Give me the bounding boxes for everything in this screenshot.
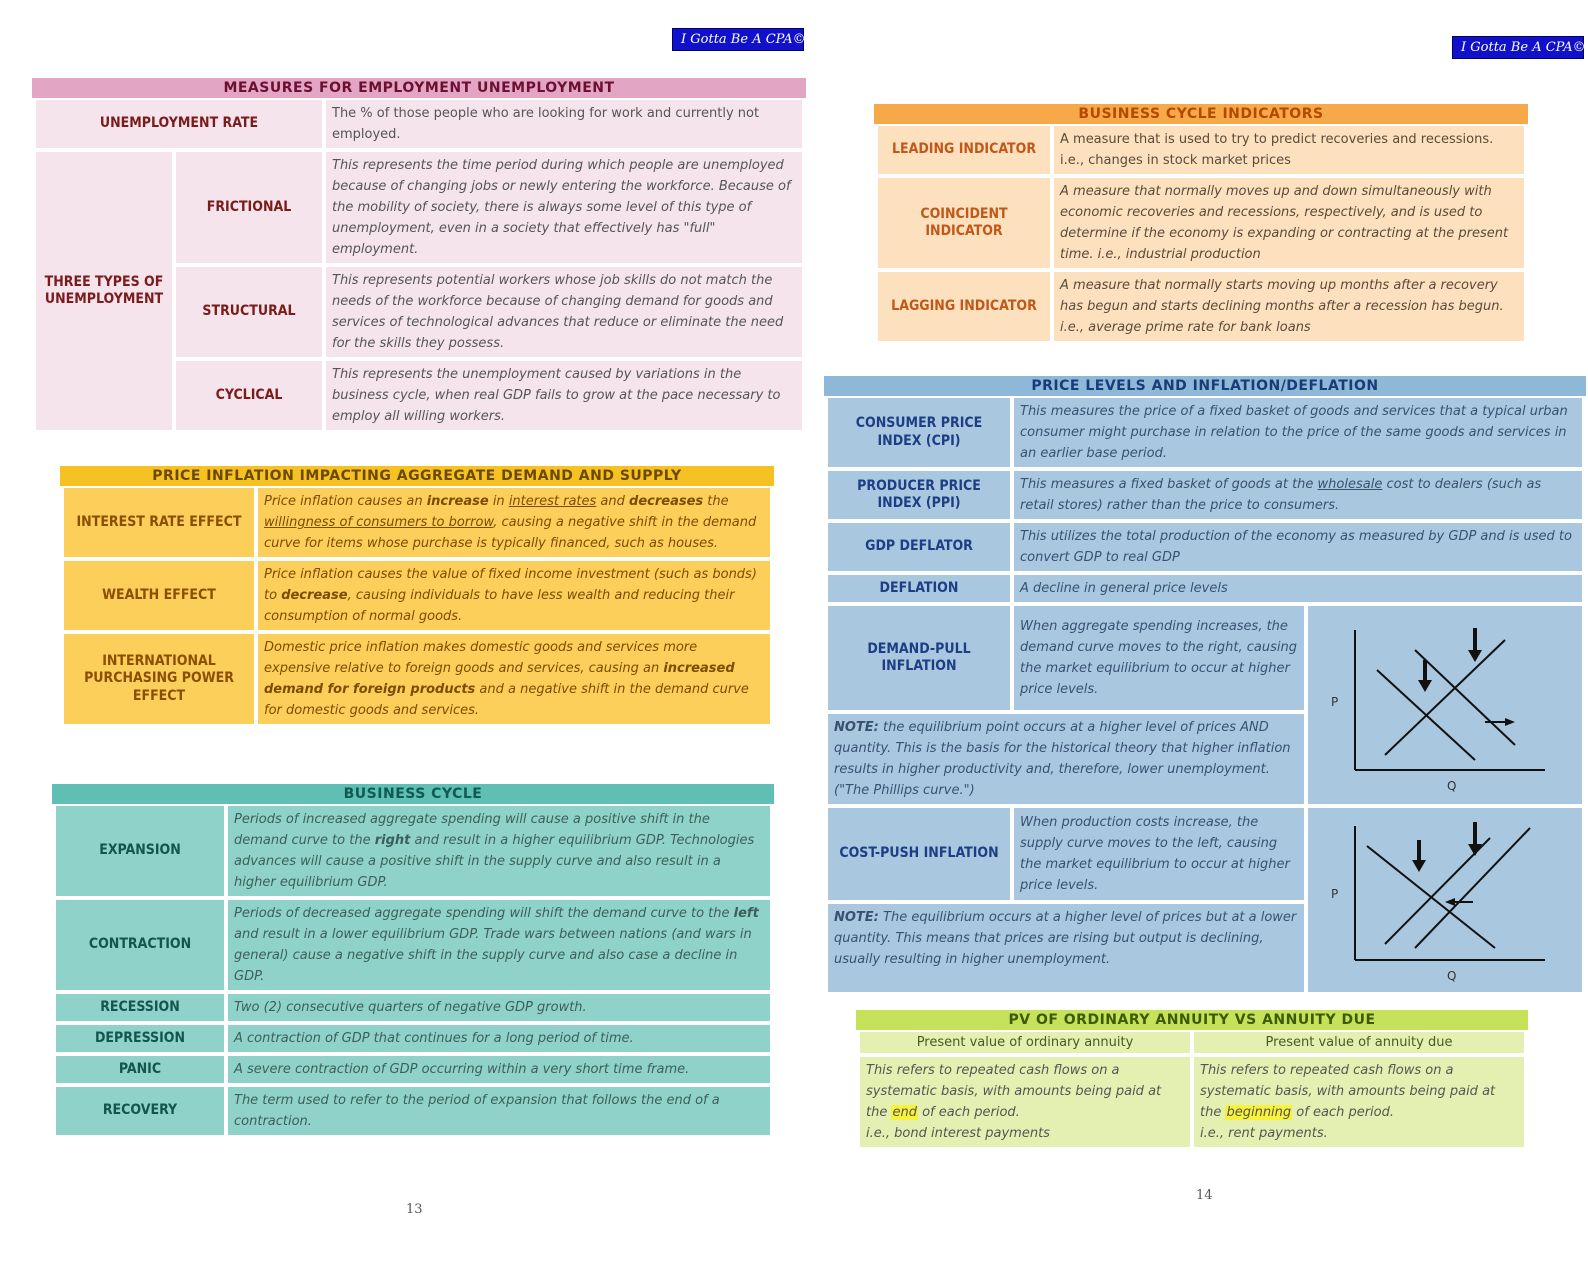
- table-row: [56, 994, 770, 1021]
- frictional-desc: This represents the time period during which people are unemployed because of changing jobs or newly entering the workforce. Because of the mobility of society, there is always some level of this type of unemployment, even in a society that effectively has "full" employment.: [326, 152, 802, 263]
- panic-desc: A severe contraction of GDP occurring within a very short time frame.: [228, 1056, 770, 1083]
- x-axis-label: Q: [1447, 969, 1457, 983]
- interest-rate-effect-term: INTEREST RATE EFFECT: [64, 488, 254, 557]
- table-row: [828, 471, 1582, 519]
- coincident-indicator-term: COINCIDENT INDICATOR: [878, 178, 1050, 268]
- deflation-desc: A decline in general price levels: [1014, 575, 1582, 602]
- unemployment-rate-desc: The % of those people who are looking for work and currently not employed.: [326, 100, 802, 148]
- recovery-desc: The term used to refer to the period of expansion that follows the end of a contraction.: [228, 1087, 770, 1135]
- table-row: [56, 1025, 770, 1052]
- demand-pull-desc: When aggregate spending increases, the demand curve moves to the right, causing the market equilibrium to occur at higher price levels.: [1014, 606, 1304, 710]
- annuity-due-desc: This refers to repeated cash flows on a systematic basis, with amounts being paid at the beginning of each period. i.e., rent payments.: [1194, 1057, 1524, 1147]
- logo-right: I Gotta Be A CPA©: [1452, 36, 1584, 59]
- arrow-down-icon: [1418, 680, 1432, 692]
- cyclical-term: CYCLICAL: [176, 361, 322, 430]
- cost-push-graph: [1308, 808, 1582, 992]
- table-row: [64, 488, 770, 557]
- contraction-desc: Periods of decreased aggregate spending will shift the demand curve to the left and result in a lower equilibrium GDP. Trade wars between nations (and wars in general) cause a negative shift in the supply curve and also case a decline in GDP.: [228, 900, 770, 990]
- business-cycle-header: BUSINESS CYCLE: [52, 784, 774, 804]
- page-number-right: 14: [1196, 1188, 1213, 1203]
- page-number-left: 13: [406, 1202, 423, 1217]
- table-row: [828, 808, 1582, 900]
- inflation-header: PRICE INFLATION IMPACTING AGGREGATE DEMAND AND SUPPLY: [60, 466, 774, 486]
- arrow-right-icon: [1505, 718, 1515, 726]
- y-axis-label: P: [1331, 695, 1339, 709]
- demand-pull-graph: [1308, 606, 1582, 804]
- gdp-deflator-desc: This utilizes the total production of the economy as measured by GDP and is used to convert GDP to real GDP: [1014, 523, 1582, 571]
- table-row: [828, 575, 1582, 602]
- employment-header: MEASURES FOR EMPLOYMENT UNEMPLOYMENT: [32, 78, 806, 98]
- price-levels-section: [824, 376, 1586, 996]
- cost-push-desc: When production costs increase, the supply curve moves to the left, causing the market equilibrium to occur at higher price levels.: [1014, 808, 1304, 900]
- expansion-term: EXPANSION: [56, 806, 224, 896]
- gdp-deflator-term: GDP DEFLATOR: [828, 523, 1010, 571]
- contraction-term: CONTRACTION: [56, 900, 224, 990]
- cyclical-desc: This represents the unemployment caused by variations in the business cycle, when real GDP fails to grow at the pace necessary to employ all willing workers.: [326, 361, 802, 430]
- panic-term: PANIC: [56, 1056, 224, 1083]
- table-row: [860, 1057, 1524, 1147]
- table-row: [56, 806, 770, 896]
- cpi-desc: This measures the price of a fixed basket of goods and services that a typical urban consumer might purchase in relation to the price of the same goods and services in an earlier base period.: [1014, 398, 1582, 467]
- table-row: [64, 634, 770, 724]
- international-purchasing-power-desc: Domestic price inflation makes domestic goods and services more expensive relative to foreign goods and services, causing an increased demand for foreign products and a negative shift in the demand curve for domestic goods and services.: [258, 634, 770, 724]
- ordinary-annuity-header: Present value of ordinary annuity: [860, 1032, 1190, 1053]
- unemployment-rate-term: UNEMPLOYMENT RATE: [36, 100, 322, 148]
- table-row: [36, 100, 802, 148]
- table-row: [878, 272, 1524, 341]
- table-row: [878, 126, 1524, 174]
- inflation-section: [60, 466, 774, 728]
- table-row: [828, 523, 1582, 571]
- recession-term: RECESSION: [56, 994, 224, 1021]
- logo-left: I Gotta Be A CPA©: [672, 28, 804, 51]
- international-purchasing-power-term: INTERNATIONAL PURCHASING POWER EFFECT: [64, 634, 254, 724]
- cost-push-note: NOTE: The equilibrium occurs at a higher level of prices but at a lower quantity. This means that prices are rising but output is declining, usually resulting in higher unemployment.: [828, 904, 1304, 992]
- wealth-effect-term: WEALTH EFFECT: [64, 561, 254, 630]
- leading-indicator-term: LEADING INDICATOR: [878, 126, 1050, 174]
- pv-annuity-section: [856, 1010, 1528, 1151]
- expansion-desc: Periods of increased aggregate spending will cause a positive shift in the demand curve to the right and result in a higher equilibrium GDP. Technologies advances will cause a positive shift in the supply curve and also result in a higher equilibrium GDP.: [228, 806, 770, 896]
- table-row: [56, 900, 770, 990]
- deflation-term: DEFLATION: [828, 575, 1010, 602]
- arrow-down-icon: [1468, 650, 1482, 662]
- interest-rate-effect-desc: Price inflation causes an increase in interest rates and decreases the willingness of consumers to borrow, causing a negative shift in the demand curve for items whose purchase is typically financed, such as houses.: [258, 488, 770, 557]
- recession-desc: Two (2) consecutive quarters of negative GDP growth.: [228, 994, 770, 1021]
- cost-push-term: COST-PUSH INFLATION: [828, 808, 1010, 900]
- employment-section: [32, 78, 806, 434]
- indicators-section: [874, 104, 1528, 345]
- indicators-header: BUSINESS CYCLE INDICATORS: [874, 104, 1528, 124]
- arrow-left-icon: [1445, 898, 1455, 906]
- price-levels-header: PRICE LEVELS AND INFLATION/DEFLATION: [824, 376, 1586, 396]
- ordinary-annuity-desc: This refers to repeated cash flows on a systematic basis, with amounts being paid at the end of each period. i.e., bond interest payments: [860, 1057, 1190, 1147]
- ppi-term: PRODUCER PRICE INDEX (PPI): [828, 471, 1010, 519]
- business-cycle-section: [52, 784, 774, 1139]
- table-row: [860, 1032, 1524, 1053]
- cost-push-diagram: [1308, 808, 1582, 988]
- arrow-down-icon: [1412, 860, 1426, 872]
- y-axis-label: P: [1331, 887, 1339, 901]
- table-row: [56, 1087, 770, 1135]
- annuity-due-header: Present value of annuity due: [1194, 1032, 1524, 1053]
- demand-pull-term: DEMAND-PULL INFLATION: [828, 606, 1010, 710]
- three-types-term: THREE TYPES OF UNEMPLOYMENT: [36, 152, 172, 430]
- wealth-effect-desc: Price inflation causes the value of fixed income investment (such as bonds) to decrease, causing individuals to have less wealth and reducing their consumption of normal goods.: [258, 561, 770, 630]
- recovery-term: RECOVERY: [56, 1087, 224, 1135]
- coincident-indicator-desc: A measure that normally moves up and down simultaneously with economic recoveries and recessions, respectively, and is used to determine if the economy is expanding or contracting at the present time. i.e., industrial production: [1054, 178, 1524, 268]
- pv-annuity-header: PV OF ORDINARY ANNUITY VS ANNUITY DUE: [856, 1010, 1528, 1030]
- table-row: [878, 178, 1524, 268]
- depression-desc: A contraction of GDP that continues for a long period of time.: [228, 1025, 770, 1052]
- lagging-indicator-term: LAGGING INDICATOR: [878, 272, 1050, 341]
- arrow-down-icon: [1468, 844, 1482, 856]
- ppi-desc: This measures a fixed basket of goods at the wholesale cost to dealers (such as retail stores) rather than the price to consumers.: [1014, 471, 1582, 519]
- table-row: [36, 152, 802, 263]
- lagging-indicator-desc: A measure that normally starts moving up months after a recovery has begun and starts declining months after a recession has begun. i.e., average prime rate for bank loans: [1054, 272, 1524, 341]
- leading-indicator-desc: A measure that is used to try to predict recoveries and recessions. i.e., changes in stock market prices: [1054, 126, 1524, 174]
- table-row: [828, 606, 1582, 710]
- demand-pull-note: NOTE: the equilibrium point occurs at a higher level of prices AND quantity. This is the basis for the historical theory that higher inflation results in higher productivity and, therefore, lower unemployment. ("The Phillips curve."): [828, 714, 1304, 804]
- depression-term: DEPRESSION: [56, 1025, 224, 1052]
- table-row: [828, 398, 1582, 467]
- demand-pull-diagram: [1308, 610, 1582, 796]
- structural-desc: This represents potential workers whose job skills do not match the needs of the workforce because of changing demand for goods and services of technological advances that reduce or eliminate the need for the skills they possess.: [326, 267, 802, 357]
- table-row: [64, 561, 770, 630]
- structural-term: STRUCTURAL: [176, 267, 322, 357]
- frictional-term: FRICTIONAL: [176, 152, 322, 263]
- cpi-term: CONSUMER PRICE INDEX (CPI): [828, 398, 1010, 467]
- x-axis-label: Q: [1447, 779, 1457, 793]
- table-row: [56, 1056, 770, 1083]
